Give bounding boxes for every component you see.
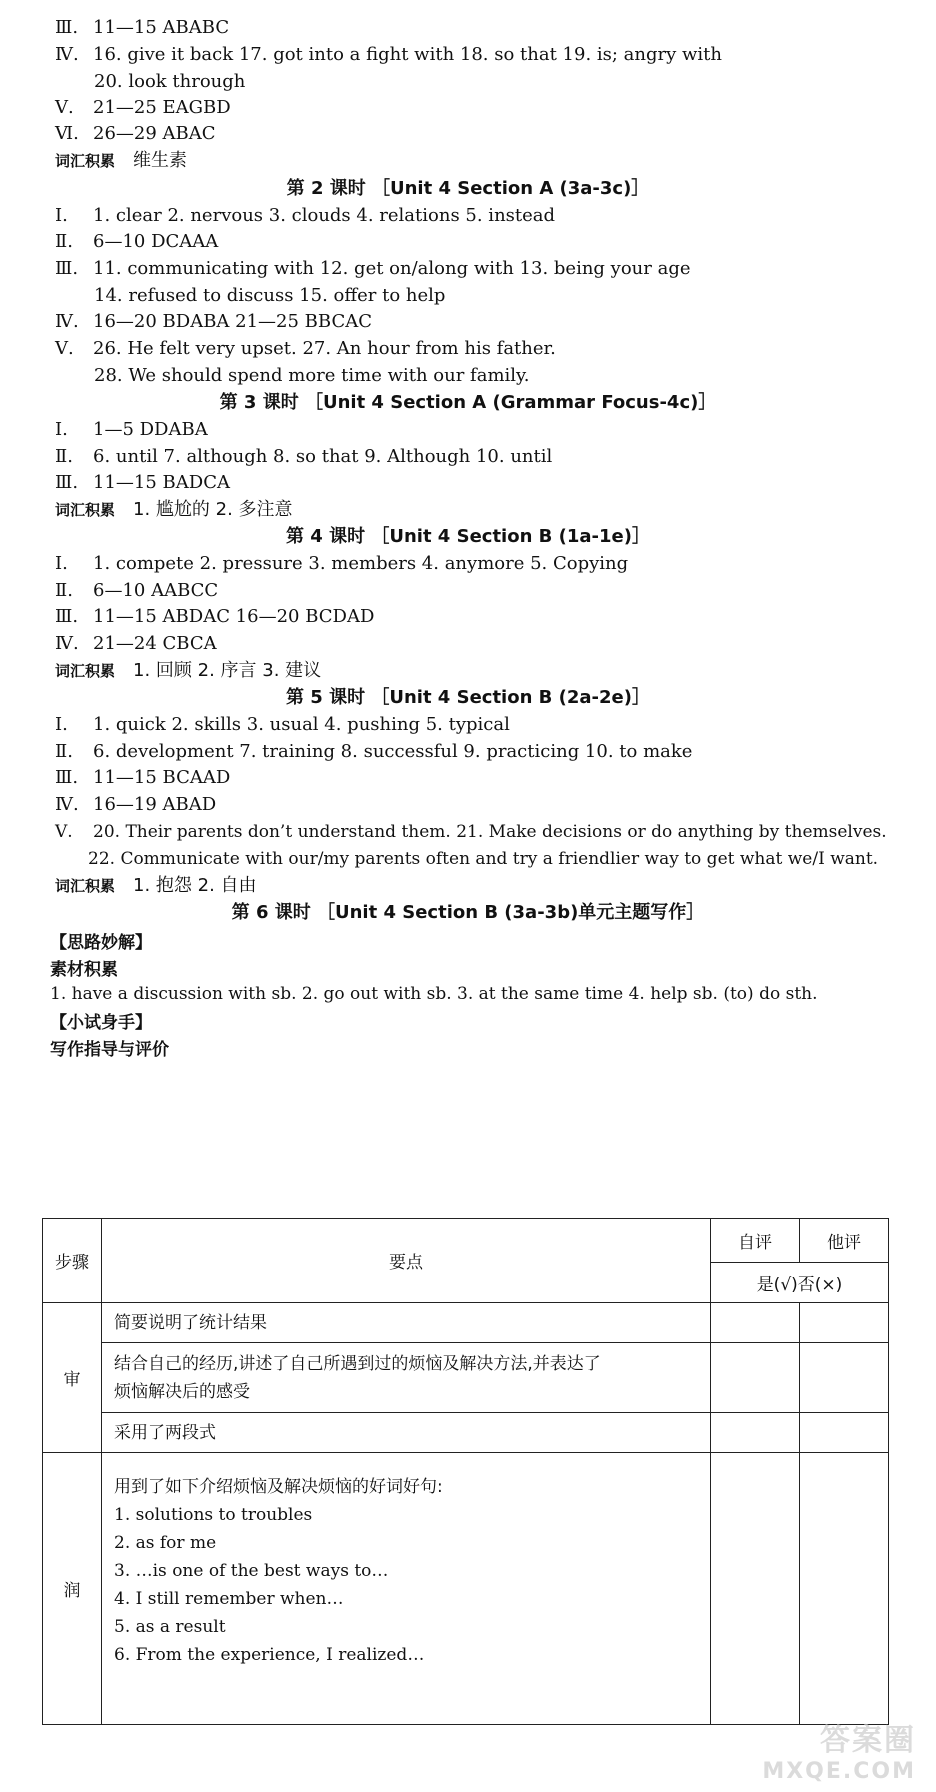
answer-line: Ⅳ. 16—19 ABAD: [55, 794, 217, 815]
material-line: 1. have a discussion with sb. 2. go out with sb. 3. at the same time 4. help sb. (to) do sth.: [50, 984, 818, 1004]
point-cell: [102, 1453, 711, 1725]
answer-line: Ⅳ. 16—20 BDABA 21—25 BBCAC: [55, 311, 372, 332]
answer-line: 22. Communicate with our/my parents often and try a friendlier way to get what we/I want.: [88, 849, 879, 869]
header-other: 他评: [800, 1219, 889, 1263]
self-eval-cell[interactable]: [711, 1413, 800, 1453]
answer-line: Ⅲ. 11—15 ABDAC 16—20 BCDAD: [55, 606, 375, 627]
header-point: 要点: [102, 1219, 711, 1303]
table-row: [43, 1413, 889, 1453]
vocab-line: 词汇积累 维生素: [55, 150, 188, 171]
vocab-line: 词汇积累 1. 回顾 2. 序言 3. 建议: [55, 660, 322, 681]
step-polish: 润: [43, 1453, 102, 1725]
answer-line: Ⅱ. 6. until 7. although 8. so that 9. Although 10. until: [55, 446, 553, 467]
table-row: [43, 1219, 889, 1263]
peer-eval-cell[interactable]: [800, 1303, 889, 1343]
answer-line: Ⅳ. 16. give it back 17. got into a fight with 18. so that 19. is; angry with: [55, 44, 723, 65]
point-text: 烦恼解决后的感受: [114, 1381, 250, 1402]
lesson-5-title: 第 5 课时 ［Unit 4 Section B (2a-2e)］: [286, 687, 650, 708]
header-step: 步骤: [43, 1219, 102, 1303]
answer-line: Ⅰ. 1. compete 2. pressure 3. members 4. anymore 5. Copying: [55, 553, 629, 574]
phrase-item: 2. as for me: [114, 1533, 217, 1553]
step-review: 审: [43, 1303, 102, 1453]
try-heading: 【小试身手】: [50, 1013, 152, 1033]
lesson-3-title: 第 3 课时 ［Unit 4 Section A (Grammar Focus-4c)］: [219, 392, 717, 413]
self-eval-cell[interactable]: [711, 1453, 800, 1725]
peer-eval-cell[interactable]: [800, 1413, 889, 1453]
answer-line: 28. We should spend more time with our family.: [94, 365, 530, 386]
answer-line: Ⅱ. 6—10 AABCC: [55, 580, 219, 601]
watermark-logo: [762, 1715, 916, 1784]
guide-heading: 写作指导与评价: [50, 1040, 169, 1060]
answer-line: Ⅰ. 1—5 DDABA: [55, 419, 208, 440]
answer-line: Ⅲ. 11—15 ABABC: [55, 17, 230, 38]
answer-line: Ⅴ. 20. Their parents don’t understand them. 21. Make decisions or do anything by themselves.: [55, 822, 887, 842]
peer-eval-cell[interactable]: [800, 1453, 889, 1725]
phrase-item: 5. as a result: [114, 1617, 226, 1637]
answer-line: 20. look through: [94, 71, 246, 92]
point-text: 采用了两段式: [114, 1422, 216, 1443]
phrase-item: 4. I still remember when…: [114, 1589, 344, 1609]
vocab-line: 词汇积累 1. 尴尬的 2. 多注意: [55, 499, 293, 520]
answer-line: Ⅳ. 21—24 CBCA: [55, 633, 217, 654]
answer-line: Ⅱ. 6. development 7. training 8. successful 9. practicing 10. to make: [55, 741, 693, 762]
answer-line: Ⅱ. 6—10 DCAAA: [55, 231, 219, 252]
answer-line: Ⅲ. 11—15 BCAAD: [55, 767, 231, 788]
lesson-4-title: 第 4 课时 ［Unit 4 Section B (1a-1e)］: [286, 526, 650, 547]
header-yes-no: 是(√)否(×): [711, 1263, 889, 1303]
phrase-item: 3. …is one of the best ways to…: [114, 1561, 389, 1581]
answer-line: Ⅴ. 26. He felt very upset. 27. An hour from his father.: [55, 338, 556, 359]
watermark-text: 答案圈: [820, 1723, 916, 1758]
table-row: [43, 1343, 889, 1413]
watermark-url: MXQE.COM: [762, 1759, 916, 1784]
table-row: [43, 1453, 889, 1725]
answer-line: Ⅰ. 1. quick 2. skills 3. usual 4. pushing 5. typical: [55, 714, 510, 735]
self-eval-cell[interactable]: [711, 1303, 800, 1343]
point-cell: [102, 1343, 711, 1413]
phrase-item: 6. From the experience, I realized…: [114, 1645, 425, 1665]
self-eval-cell[interactable]: [711, 1343, 800, 1413]
phrase-item: 1. solutions to troubles: [114, 1505, 313, 1525]
answer-line: 14. refused to discuss 15. offer to help: [94, 285, 446, 306]
evaluation-table: [42, 1218, 889, 1725]
header-self: 自评: [711, 1219, 800, 1263]
point-text: 简要说明了统计结果: [114, 1312, 267, 1333]
peer-eval-cell[interactable]: [800, 1343, 889, 1413]
lesson-6-title: 第 6 课时 ［Unit 4 Section B (3a-3b)单元主题写作］: [231, 902, 705, 923]
point-cell: [102, 1303, 711, 1343]
idea-heading: 【思路妙解】: [50, 933, 152, 953]
point-text: 用到了如下介绍烦恼及解决烦恼的好词好句:: [114, 1477, 443, 1497]
answer-line: Ⅴ. 21—25 EAGBD: [55, 97, 231, 118]
answer-line: Ⅲ. 11—15 BADCA: [55, 472, 230, 493]
table-row: [43, 1303, 889, 1343]
vocab-line: 词汇积累 1. 抱怨 2. 自由: [55, 875, 257, 896]
material-heading: 素材积累: [50, 960, 118, 980]
answer-line: Ⅲ. 11. communicating with 12. get on/along with 13. being your age: [55, 258, 691, 279]
point-text: 结合自己的经历,讲述了自己所遇到过的烦恼及解决方法,并表达了: [114, 1353, 601, 1374]
point-cell: [102, 1413, 711, 1453]
lesson-2-title: 第 2 课时 ［Unit 4 Section A (3a-3c)］: [286, 178, 650, 199]
answer-line: Ⅵ. 26—29 ABAC: [55, 123, 216, 144]
answer-line: Ⅰ. 1. clear 2. nervous 3. clouds 4. relations 5. instead: [55, 205, 556, 226]
